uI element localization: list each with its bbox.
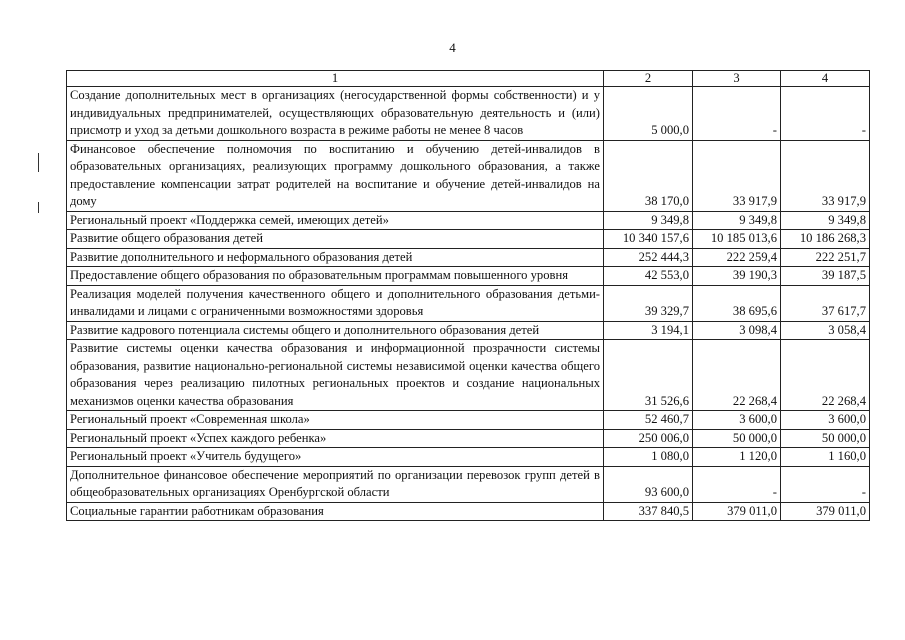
margin-mark	[38, 202, 39, 213]
row-value-col4: 3 600,0	[781, 411, 870, 430]
row-value-col2: 1 080,0	[604, 448, 693, 467]
page-number: 4	[449, 40, 456, 55]
margin-mark	[38, 153, 39, 172]
row-value-col2: 31 526,6	[604, 340, 693, 411]
table-row	[67, 411, 870, 430]
row-name: Дополнительное финансовое обеспечение мероприятий по организации перевозок групп детей в общеобразовательных организациях Оренбургской области	[67, 466, 604, 502]
column-header: 2	[604, 71, 693, 87]
table-row	[67, 285, 870, 321]
column-header: 4	[781, 71, 870, 87]
row-value-col3: 379 011,0	[693, 502, 781, 521]
table-row	[67, 466, 870, 502]
budget-table	[66, 70, 870, 521]
row-value-col3: 3 600,0	[693, 411, 781, 430]
row-value-col3: 1 120,0	[693, 448, 781, 467]
row-name: Развитие кадрового потенциала системы общего и дополнительного образования детей	[67, 321, 604, 340]
row-value-col2: 3 194,1	[604, 321, 693, 340]
row-value-col3: -	[693, 466, 781, 502]
row-value-col3: 39 190,3	[693, 267, 781, 286]
table-row	[67, 267, 870, 286]
row-value-col3: 10 185 013,6	[693, 230, 781, 249]
row-value-col4: 10 186 268,3	[781, 230, 870, 249]
row-value-col3: -	[693, 87, 781, 141]
row-value-col3: 38 695,6	[693, 285, 781, 321]
row-name: Развитие системы оценки качества образования и информационной прозрачности системы образования, развитие национально-региональной системы независимой оценки качества общего образования через реализацию пилотных региональных проектов и создание национальных механизмов оценки качества образования	[67, 340, 604, 411]
table-row	[67, 87, 870, 141]
row-value-col3: 50 000,0	[693, 429, 781, 448]
row-value-col2: 9 349,8	[604, 211, 693, 230]
table-row	[67, 211, 870, 230]
row-name: Региональный проект «Поддержка семей, имеющих детей»	[67, 211, 604, 230]
row-name: Финансовое обеспечение полномочия по воспитанию и обучению детей-инвалидов в образовательных организациях, реализующих программу дошкольного образования, а также предоставление компенсации затрат родителей на воспитание и обучение детей-инвалидов на дому	[67, 140, 604, 211]
table-row	[67, 429, 870, 448]
row-value-col2: 10 340 157,6	[604, 230, 693, 249]
row-value-col4: 379 011,0	[781, 502, 870, 521]
row-name: Предоставление общего образования по образовательным программам повышенного уровня	[67, 267, 604, 286]
row-value-col2: 93 600,0	[604, 466, 693, 502]
table-row	[67, 321, 870, 340]
table-header-row	[67, 71, 870, 87]
row-value-col4: 33 917,9	[781, 140, 870, 211]
row-value-col2: 39 329,7	[604, 285, 693, 321]
row-value-col4: 3 058,4	[781, 321, 870, 340]
row-value-col4: 39 187,5	[781, 267, 870, 286]
row-value-col3: 33 917,9	[693, 140, 781, 211]
row-name: Реализация моделей получения качественного общего и дополнительного образования детьми-инвалидами и лицами с ограниченными возможностями здоровья	[67, 285, 604, 321]
row-name: Развитие дополнительного и неформального образования детей	[67, 248, 604, 267]
row-value-col2: 52 460,7	[604, 411, 693, 430]
row-value-col3: 3 098,4	[693, 321, 781, 340]
row-name: Региональный проект «Современная школа»	[67, 411, 604, 430]
row-name: Региональный проект «Успех каждого ребенка»	[67, 429, 604, 448]
table-row	[67, 340, 870, 411]
column-header: 3	[693, 71, 781, 87]
table-row	[67, 448, 870, 467]
row-value-col4: -	[781, 87, 870, 141]
row-name: Социальные гарантии работникам образования	[67, 502, 604, 521]
row-name: Создание дополнительных мест в организациях (негосударственной формы собственности) и у индивидуальных предпринимателей, осуществляющих образовательную деятельность и (или) присмотр и уход за детьми дошкольного возраста в режиме работы не менее 8 часов	[67, 87, 604, 141]
row-value-col2: 42 553,0	[604, 267, 693, 286]
row-value-col4: 9 349,8	[781, 211, 870, 230]
row-name: Региональный проект «Учитель будущего»	[67, 448, 604, 467]
row-name: Развитие общего образования детей	[67, 230, 604, 249]
column-header: 1	[67, 71, 604, 87]
row-value-col4: -	[781, 466, 870, 502]
row-value-col2: 5 000,0	[604, 87, 693, 141]
row-value-col4: 50 000,0	[781, 429, 870, 448]
table-row	[67, 230, 870, 249]
row-value-col4: 22 268,4	[781, 340, 870, 411]
row-value-col3: 222 259,4	[693, 248, 781, 267]
table-row	[67, 140, 870, 211]
row-value-col2: 250 006,0	[604, 429, 693, 448]
row-value-col2: 252 444,3	[604, 248, 693, 267]
table-row	[67, 502, 870, 521]
row-value-col4: 37 617,7	[781, 285, 870, 321]
row-value-col3: 22 268,4	[693, 340, 781, 411]
table-row	[67, 248, 870, 267]
row-value-col2: 38 170,0	[604, 140, 693, 211]
row-value-col2: 337 840,5	[604, 502, 693, 521]
row-value-col3: 9 349,8	[693, 211, 781, 230]
row-value-col4: 222 251,7	[781, 248, 870, 267]
row-value-col4: 1 160,0	[781, 448, 870, 467]
